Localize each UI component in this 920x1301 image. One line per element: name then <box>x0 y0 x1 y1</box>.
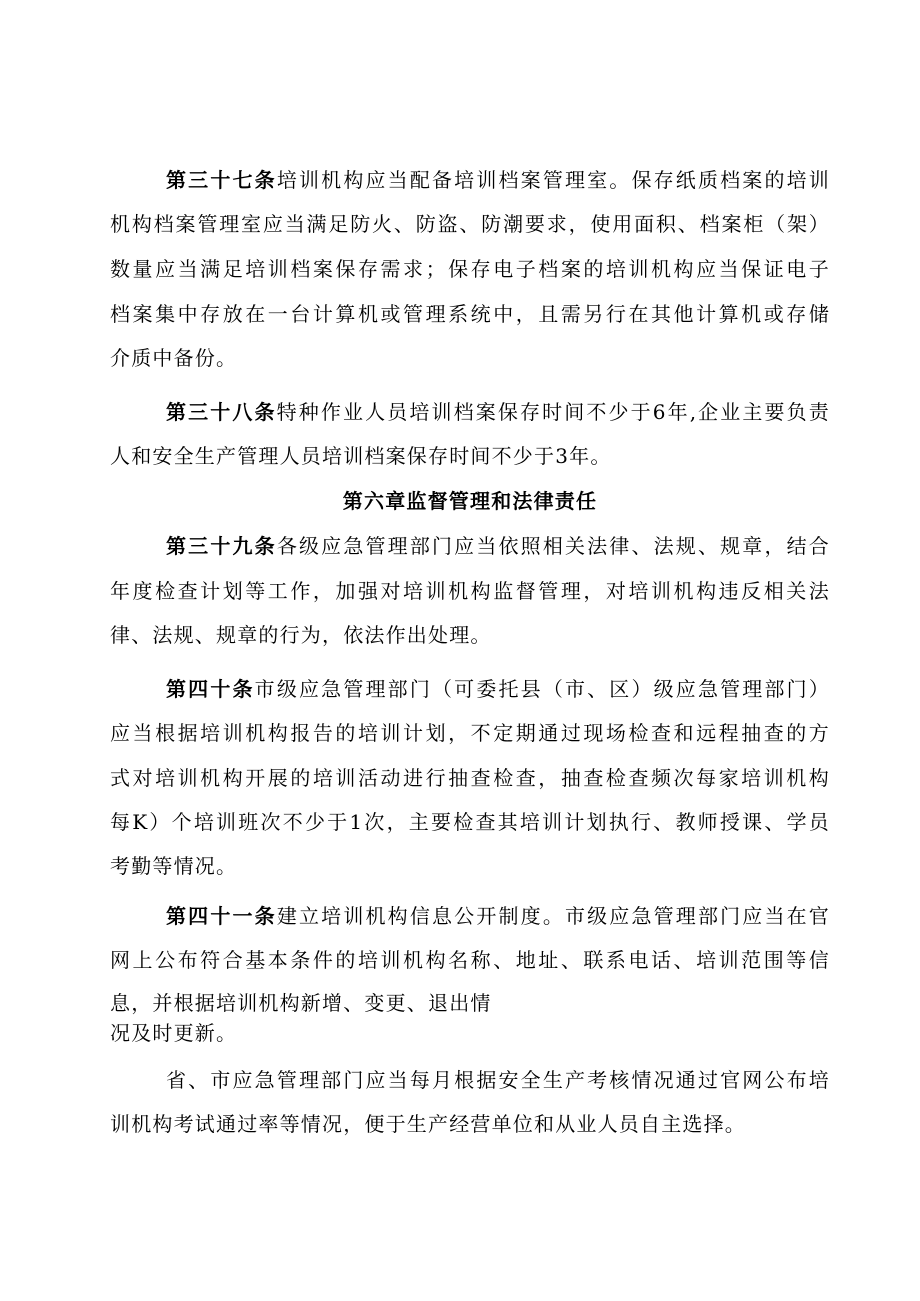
article-37-line-2: 机构档案管理室应当满足防火、防盗、防潮要求，使用面积、档案柜（架） <box>110 212 830 236</box>
article-40-line-2: 应当根据培训机构报告的培训计划，不定期通过现场检查和远程抽查的方 <box>110 721 830 745</box>
article-40-line-5: 考勤等情况。 <box>110 854 238 878</box>
article-37-text: 培训机构应当配备培训档案管理室。保存纸质档案的培训 <box>276 168 831 192</box>
article-39-text: 各级应急管理部门应当依照相关法律、法规、规章，结合 <box>276 534 831 558</box>
article-41-line-4: 况及时更新。 <box>110 1021 238 1045</box>
chapter-6-title: 第六章监督管理和法律责任 <box>342 489 598 513</box>
article-39-line-3: 律、法规、规章的行为，依法作出处理。 <box>110 623 492 647</box>
article-40-line-4: 每K）个培训班次不少于1次，主要检查其培训计划执行、教师授课、学员 <box>110 810 830 834</box>
publication-paragraph-line-2: 训机构考试通过率等情况，便于生产经营单位和从业人员自主选择。 <box>110 1112 746 1136</box>
article-37-heading: 第三十七条 <box>166 168 277 192</box>
article-41-line-2: 网上公布符合基本条件的培训机构名称、地址、联系电话、培训范围等信 <box>110 948 830 972</box>
article-37-line-5: 介质中备份。 <box>110 346 238 370</box>
article-38-heading: 第三十八条 <box>166 400 277 424</box>
article-40-heading: 第四十条 <box>166 677 255 701</box>
article-41-line-1 <box>110 902 830 930</box>
article-39-line-1 <box>110 532 830 560</box>
article-37-line-4: 档案集中存放在一台计算机或管理系统中，且需另行在其他计算机或存储 <box>110 302 830 326</box>
article-37-line-3: 数量应当满足培训档案保存需求；保存电子档案的培训机构应当保证电子 <box>110 257 830 281</box>
article-39-heading: 第三十九条 <box>166 534 277 558</box>
article-41-heading: 第四十一条 <box>166 904 277 928</box>
article-40-line-3: 式对培训机构开展的培训活动进行抽查检查，抽查检查频次每家培训机构 <box>110 766 830 790</box>
article-38-text: 特种作业人员培训档案保存时间不少于6年,企业主要负责 <box>276 400 830 424</box>
publication-paragraph-line-1: 省、市应急管理部门应当每月根据安全生产考核情况通过官网公布培 <box>166 1068 830 1092</box>
article-41-line-3: 息，并根据培训机构新增、变更、退出情 <box>110 991 492 1015</box>
article-38-line-1 <box>110 398 830 426</box>
article-39-line-2: 年度检查计划等工作，加强对培训机构监督管理，对培训机构违反相关法 <box>110 579 830 603</box>
article-40-line-1 <box>110 675 830 703</box>
article-40-text: 市级应急管理部门（可委托县（市、区）级应急管理部门） <box>254 677 830 701</box>
article-41-text: 建立培训机构信息公开制度。市级应急管理部门应当在官 <box>276 904 831 928</box>
article-38-line-2: 人和安全生产管理人员培训档案保存时间不少于3年。 <box>110 444 612 468</box>
article-37-line-1 <box>110 166 830 194</box>
